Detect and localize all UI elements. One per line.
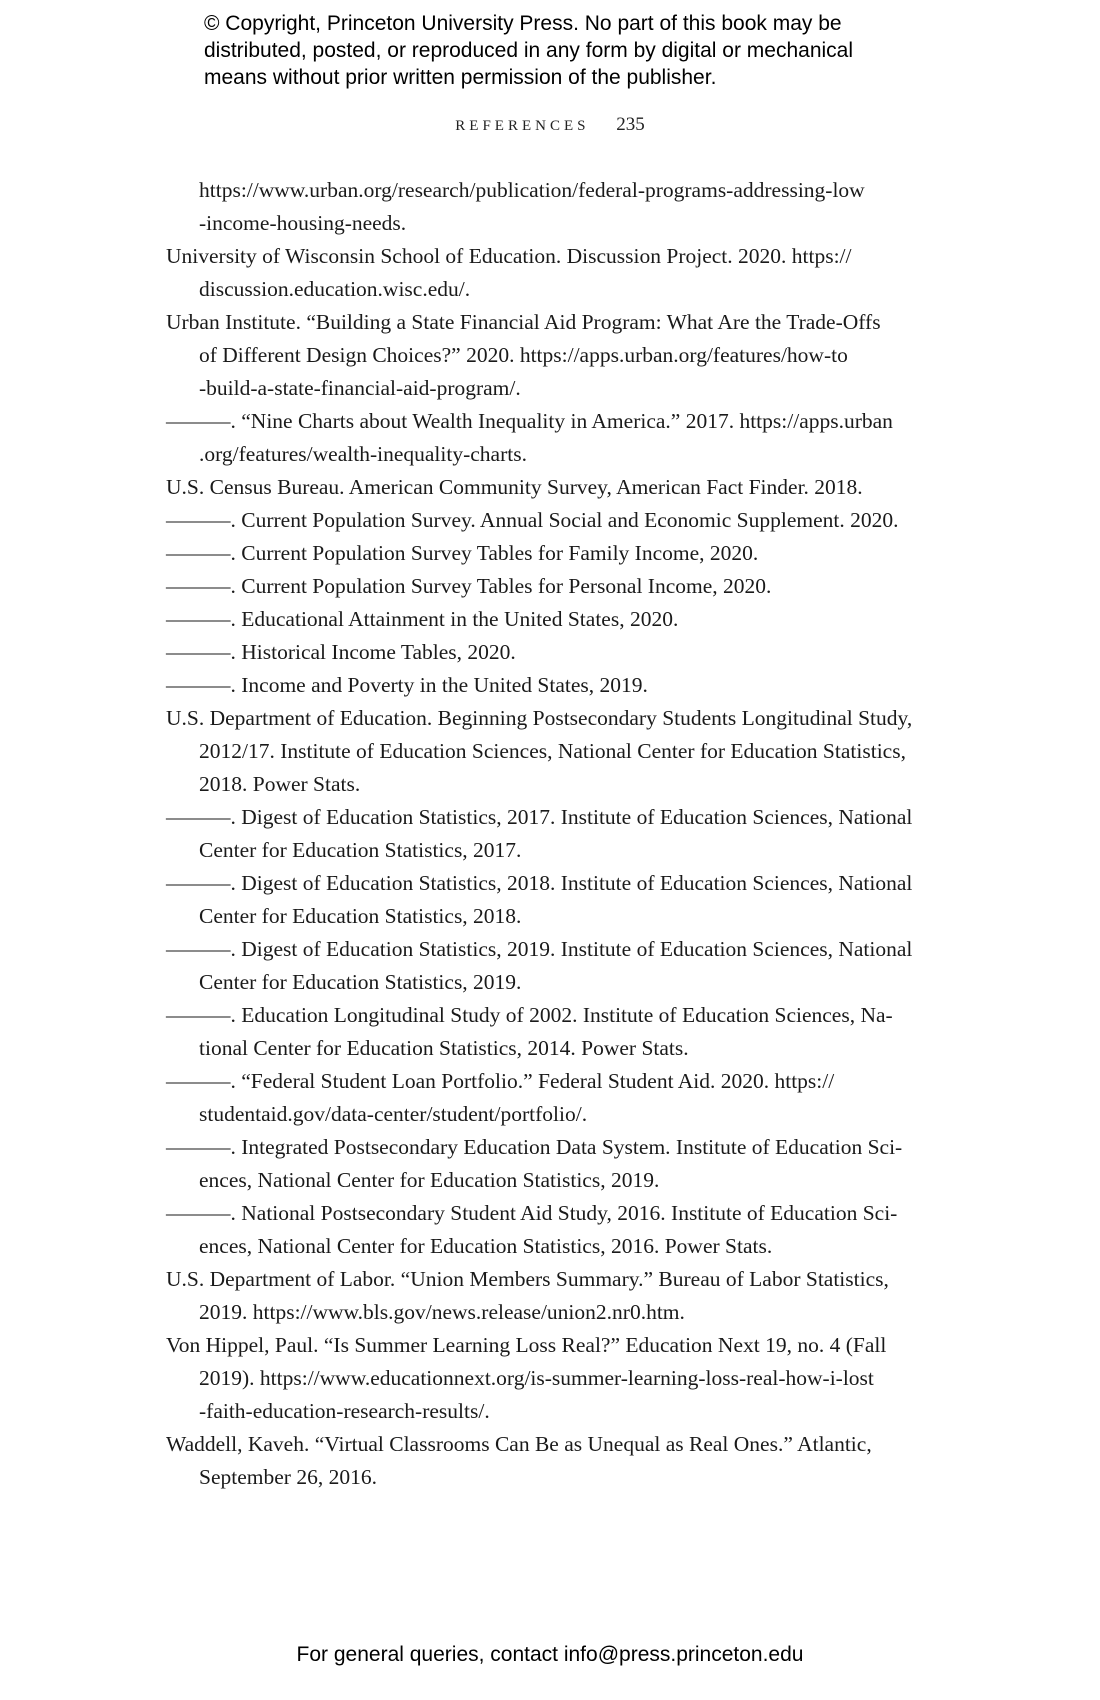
- reference-line: ———. National Postsecondary Student Aid Study, 2016. Institute of Education Sci-: [166, 1201, 898, 1225]
- reference-entry: [166, 669, 928, 702]
- reference-line: Von Hippel, Paul. “Is Summer Learning Loss Real?” Education Next 19, no. 4 (Fall: [166, 1333, 887, 1357]
- reference-line: ———. Current Population Survey Tables for Family Income, 2020.: [166, 541, 759, 565]
- reference-line: ———. Digest of Education Statistics, 2018. Institute of Education Sciences, National: [166, 871, 913, 895]
- reference-entry: [166, 933, 928, 999]
- reference-entry: [166, 306, 928, 405]
- reference-line: Waddell, Kaveh. “Virtual Classrooms Can Be as Unequal as Real Ones.” Atlantic,: [166, 1432, 872, 1456]
- reference-entry: [166, 1065, 928, 1131]
- reference-line: of Different Design Choices?” 2020. https://apps.urban.org/features/how-to: [199, 343, 848, 367]
- reference-line: studentaid.gov/data-center/student/portfolio/.: [199, 1102, 588, 1126]
- reference-line: ———. Integrated Postsecondary Education Data System. Institute of Education Sci-: [166, 1135, 903, 1159]
- reference-entry: [166, 1329, 928, 1428]
- reference-line: Center for Education Statistics, 2017.: [199, 838, 522, 862]
- reference-entry: [166, 405, 928, 471]
- reference-line: University of Wisconsin School of Education. Discussion Project. 2020. https://: [166, 244, 852, 268]
- reference-line: ———. Education Longitudinal Study of 2002. Institute of Education Sciences, Na-: [166, 1003, 893, 1027]
- reference-entry: [166, 702, 928, 801]
- reference-line: ———. Current Population Survey Tables for Personal Income, 2020.: [166, 574, 772, 598]
- reference-entry: [166, 240, 928, 306]
- copyright-line: © Copyright, Princeton University Press. No part of this book may be: [204, 12, 842, 35]
- reference-line: 2019. https://www.bls.gov/news.release/union2.nr0.htm.: [199, 1300, 685, 1324]
- reference-line: .org/features/wealth-inequality-charts.: [199, 442, 527, 466]
- reference-entry: [166, 1428, 928, 1494]
- reference-line: -faith-education-research-results/.: [199, 1399, 490, 1423]
- running-head-title: REFERENCES: [455, 118, 590, 134]
- reference-entry: [166, 867, 928, 933]
- reference-entry: [166, 1263, 928, 1329]
- reference-line: 2018. Power Stats.: [199, 772, 361, 796]
- reference-line: 2019). https://www.educationnext.org/is-summer-learning-loss-real-how-i-lost: [199, 1366, 874, 1390]
- reference-line: ———. Current Population Survey. Annual Social and Economic Supplement. 2020.: [166, 508, 899, 532]
- reference-line: tional Center for Education Statistics, 2014. Power Stats.: [199, 1036, 689, 1060]
- copyright-line: distributed, posted, or reproduced in any form by digital or mechanical: [204, 39, 854, 62]
- reference-line: ———. Digest of Education Statistics, 2019. Institute of Education Sciences, National: [166, 937, 913, 961]
- reference-entry: [166, 504, 928, 537]
- reference-list: [166, 174, 928, 1494]
- reference-entry: [166, 537, 928, 570]
- reference-line: ences, National Center for Education Statistics, 2019.: [199, 1168, 660, 1192]
- reference-entry: [166, 999, 928, 1065]
- reference-entry: [166, 801, 928, 867]
- reference-line: ences, National Center for Education Statistics, 2016. Power Stats.: [199, 1234, 773, 1258]
- reference-line: ———. Income and Poverty in the United States, 2019.: [166, 673, 648, 697]
- reference-entry: [166, 174, 928, 240]
- reference-line: https://www.urban.org/research/publication/federal-programs-addressing-low: [199, 178, 865, 202]
- reference-line: Urban Institute. “Building a State Financial Aid Program: What Are the Trade-Offs: [166, 310, 881, 334]
- footer-contact: For general queries, contact info@press.princeton.edu: [296, 1643, 804, 1666]
- reference-entry: [166, 1197, 928, 1263]
- reference-entry: [166, 636, 928, 669]
- reference-line: U.S. Department of Labor. “Union Members Summary.” Bureau of Labor Statistics,: [166, 1267, 889, 1291]
- reference-line: Center for Education Statistics, 2019.: [199, 970, 522, 994]
- copyright-notice: [204, 10, 964, 91]
- reference-line: -income-housing-needs.: [199, 211, 407, 235]
- running-head: [0, 114, 1100, 136]
- reference-line: ———. “Nine Charts about Wealth Inequality in America.” 2017. https://apps.urban: [166, 409, 893, 433]
- reference-line: ———. Educational Attainment in the United States, 2020.: [166, 607, 679, 631]
- page-number: 235: [616, 114, 645, 135]
- reference-line: ———. Digest of Education Statistics, 2017. Institute of Education Sciences, National: [166, 805, 913, 829]
- copyright-line: means without prior written permission of the publisher.: [204, 66, 717, 89]
- reference-line: September 26, 2016.: [199, 1465, 377, 1489]
- reference-entry: [166, 471, 928, 504]
- reference-entry: [166, 1131, 928, 1197]
- reference-line: U.S. Department of Education. Beginning Postsecondary Students Longitudinal Study,: [166, 706, 913, 730]
- reference-line: discussion.education.wisc.edu/.: [199, 277, 471, 301]
- reference-line: 2012/17. Institute of Education Sciences, National Center for Education Statistics,: [199, 739, 906, 763]
- reference-entry: [166, 603, 928, 636]
- reference-line: U.S. Census Bureau. American Community Survey, American Fact Finder. 2018.: [166, 475, 863, 499]
- reference-entry: [166, 570, 928, 603]
- reference-line: Center for Education Statistics, 2018.: [199, 904, 522, 928]
- reference-line: ———. “Federal Student Loan Portfolio.” Federal Student Aid. 2020. https://: [166, 1069, 835, 1093]
- reference-line: ———. Historical Income Tables, 2020.: [166, 640, 516, 664]
- reference-line: -build-a-state-financial-aid-program/.: [199, 376, 521, 400]
